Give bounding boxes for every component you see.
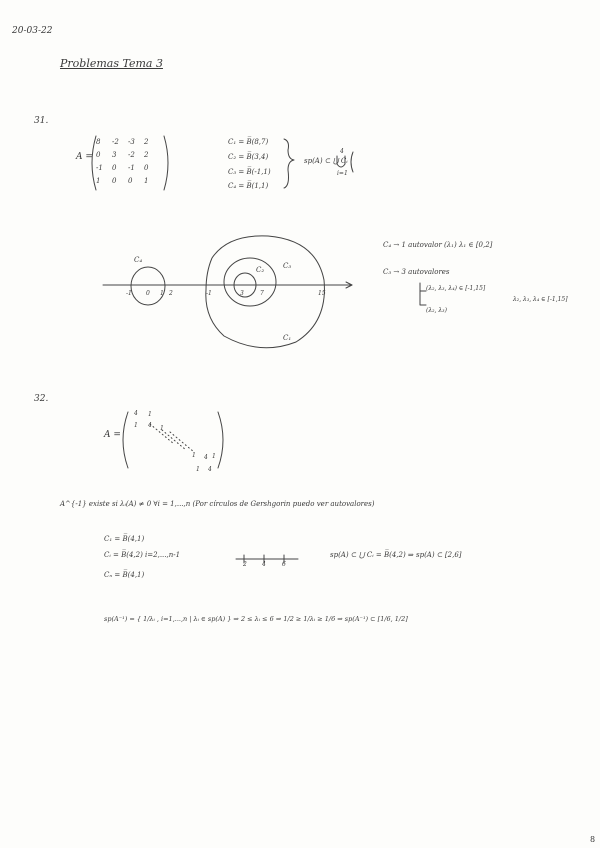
tick-label: 0 <box>146 290 150 297</box>
circle-c3-drawing <box>224 258 276 306</box>
tick-label: 7 <box>260 290 264 297</box>
diagonal-dots <box>150 424 174 444</box>
circle-c4-drawing <box>131 267 165 305</box>
date: 20-03-22 <box>12 26 53 36</box>
bracket-left-32 <box>123 412 128 468</box>
label-c2: C₂ <box>256 266 265 274</box>
tick-label: 1 <box>160 290 164 297</box>
diagonal-dots <box>162 430 186 450</box>
problem-32-label: 32. <box>34 394 49 404</box>
tick-label: 15 <box>318 290 326 297</box>
statement-32: A^{-1} existe si λᵢ(A) ≠ 0 ∀i = 1,...,n (Por círculos de Gershgorin puedo ver autovalores) <box>60 500 375 508</box>
note-range: λ₂, λ₃, λ₄ ∈ [-1,15] <box>513 296 568 303</box>
number-line-label: 6 <box>282 561 286 568</box>
matrix-entry: 1 <box>192 452 196 459</box>
number-line-label: 4 <box>262 561 266 568</box>
bracket-right-c <box>351 152 353 172</box>
matrix-entry: 1 <box>196 466 200 473</box>
matrix-entry: 4 <box>204 454 208 461</box>
tick-label: -1 <box>206 290 212 297</box>
tick-label: 3 <box>240 290 244 297</box>
circle-c2: C₂ = B̅(3,4) <box>228 153 269 161</box>
problem-31-label: 31. <box>34 116 49 126</box>
conclusion-a: sp(A) ⊂ ⋃ Cᵢ = B̅(4,2) ⇒ sp(A) ⊂ [2,6] <box>330 551 462 559</box>
bracket-right-32 <box>218 412 223 468</box>
page-title: Problemas Tema 3 <box>60 57 163 70</box>
tick-label: -1 <box>126 290 132 297</box>
page-number: 8 <box>590 835 596 844</box>
note-triple: (λ₂, λ₃, λ₄) ∈ [-1,15] <box>426 285 486 292</box>
curly-brace <box>284 139 294 188</box>
circle-32-ci: Cᵢ = B̅(4,2) i=2,...,n-1 <box>104 551 181 559</box>
number-line-label: 2 <box>243 561 247 568</box>
matrix-row: 1 0 0 1 <box>96 177 149 185</box>
circle-32-c1: C₁ = B̅(4,1) <box>104 535 145 543</box>
label-c3: C₃ <box>283 262 292 270</box>
bracket-left <box>92 136 96 190</box>
matrix-entry: 4 <box>208 466 212 473</box>
circle-c4: C₄ = B̅(1,1) <box>228 182 269 190</box>
matrix-row: 8 -2 -3 2 <box>96 138 149 146</box>
circle-c3: C₃ = B̅(-1,1) <box>228 168 271 176</box>
label-c1: C₁ <box>283 334 292 342</box>
note-pair: (λ₂, λ₃) <box>426 307 447 314</box>
circle-c1-drawing <box>206 236 325 348</box>
union-symbol <box>337 156 345 167</box>
conclusion-b: sp(A⁻¹) = { 1/λᵢ , i=1,...,n | λᵢ ∈ sp(A) } ⇒ 2 ≤ λᵢ ≤ 6 ⇒ 1/2 ≥ 1/λᵢ ≥ 1/6 ⇒ sp(A⁻¹) ⊂ [1/6, 1/2] <box>104 615 408 623</box>
matrix-a32-label: A = <box>104 430 121 440</box>
matrix-entry: 4 <box>134 410 138 417</box>
matrix-entry: 4 <box>148 422 152 429</box>
matrix-entry: 1 <box>148 411 152 418</box>
label-c4: C₄ <box>134 256 143 264</box>
tick-label: 2 <box>169 290 173 297</box>
matrix-entry: 1 <box>134 422 138 429</box>
diagonal-dots <box>170 432 194 452</box>
bracket-right <box>164 136 168 190</box>
note-c4: C₄ → 1 autovalor (λ₁) λ₁ ∈ [0,2] <box>383 241 493 249</box>
union-index: i=1 <box>337 170 348 177</box>
spectrum-inclusion: sp(A) ⊂ ⋃ Cᵢ <box>304 157 348 165</box>
circle-32-cn: Cₙ = B̅(4,1) <box>104 571 145 579</box>
matrix-entry: 1 <box>212 453 216 460</box>
matrix-row: -1 0 -1 0 <box>96 164 149 172</box>
union-top: 4 <box>340 148 344 155</box>
note-c3: C₃ → 3 autovalores <box>383 268 450 276</box>
matrix-a-label: A = <box>76 152 93 162</box>
note-bracket <box>420 283 426 305</box>
matrix-row: 0 3 -2 2 <box>96 151 149 159</box>
circle-c1: C₁ = B̅(8,7) <box>228 138 269 146</box>
matrix-entry: 1 <box>160 425 164 432</box>
